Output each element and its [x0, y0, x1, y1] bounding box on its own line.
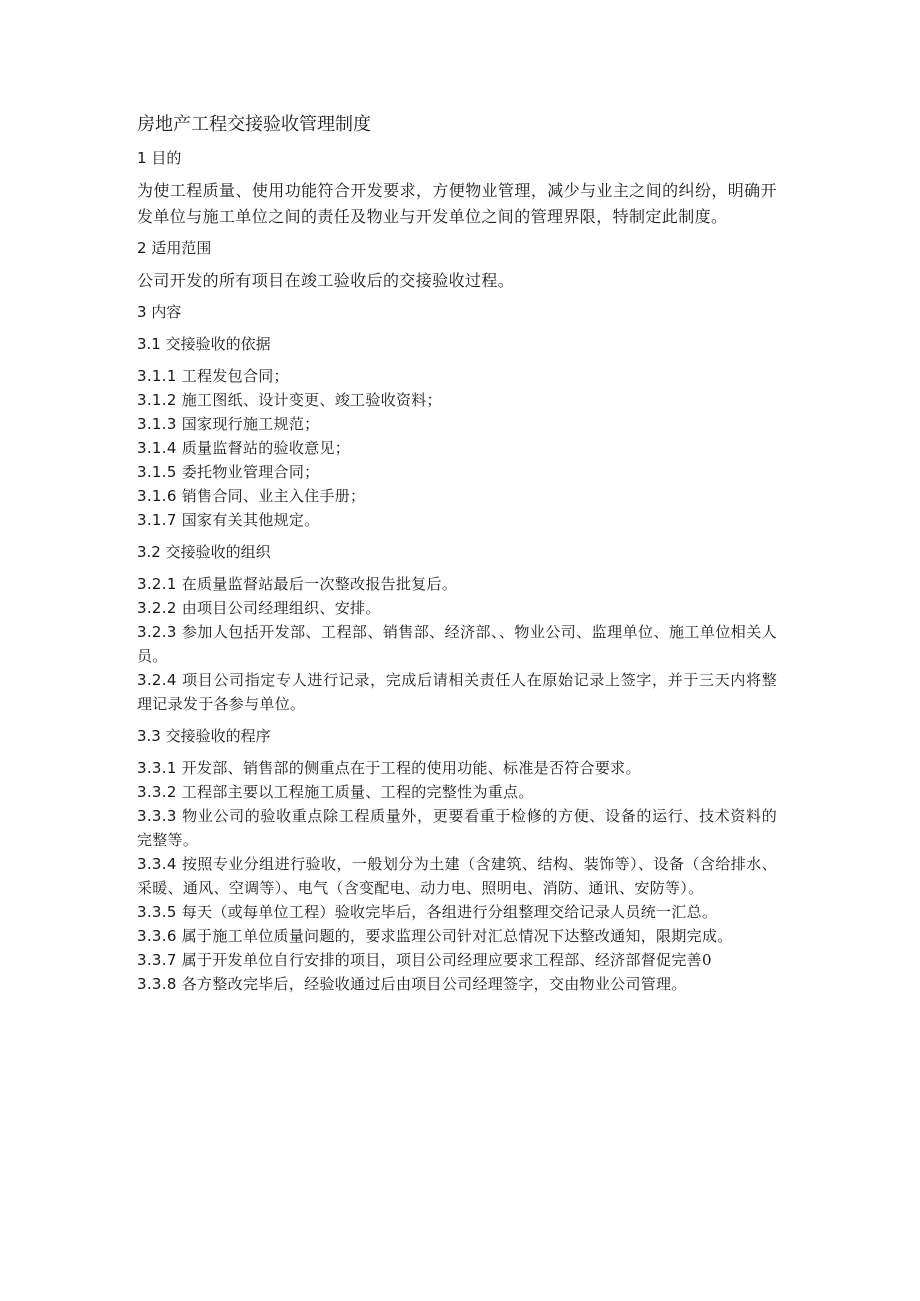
item-number: 3.2.1 [137, 575, 177, 593]
item-text: 销售合同、业主入住手册； [181, 487, 366, 505]
section-3-2-list [137, 572, 777, 716]
section-title: 内容 [151, 303, 182, 321]
section-3-1-heading [137, 332, 777, 356]
item-number: 3.1.7 [137, 511, 177, 529]
list-item [137, 412, 777, 436]
document-title: 房地产工程交接验收管理制度 [137, 114, 371, 135]
section-number: 3.3 [137, 727, 161, 745]
list-item [137, 900, 777, 924]
item-text: 按照专业分组进行验收，一般划分为土建（含建筑、结构、装饰等）、设备（含给排水、采暖、通风、空调等）、电气（含变配电、动力电、照明电、消防、通讯、安防等）。 [137, 855, 777, 897]
item-number: 3.3.7 [137, 951, 177, 969]
list-item [137, 668, 777, 716]
list-item [137, 756, 777, 780]
list-item [137, 484, 777, 508]
item-text: 每天（或每单位工程）验收完毕后，各组进行分组整理交给记录人员统一汇总。 [181, 903, 718, 921]
list-item [137, 508, 777, 532]
item-text: 国家有关其他规定。 [181, 511, 320, 529]
item-text: 参加人包括开发部、工程部、销售部、经济部、、物业公司、监理单位、施工单位相关人员。 [137, 623, 777, 665]
section-number: 1 [137, 149, 147, 167]
purpose-paragraph: 为使工程质量、使用功能符合开发要求，方便物业管理，减少与业主之间的纠纷，明确开发单位与施工单位之间的责任及物业与开发单位之间的管理界限，特制定此制度。 [137, 181, 777, 226]
item-number: 3.3.8 [137, 975, 177, 993]
list-item [137, 436, 777, 460]
item-number: 3.3.6 [137, 927, 177, 945]
list-item [137, 924, 777, 948]
item-number: 3.1.6 [137, 487, 177, 505]
item-number: 3.2.3 [137, 623, 177, 641]
section-number: 3.1 [137, 335, 161, 353]
section-1-heading [137, 146, 777, 170]
section-title: 交接验收的组织 [165, 543, 271, 561]
list-item [137, 388, 777, 412]
list-item [137, 804, 777, 852]
item-number: 3.3.4 [137, 855, 177, 873]
section-number: 2 [137, 239, 147, 257]
list-item [137, 972, 777, 996]
list-item [137, 364, 777, 388]
item-text: 各方整改完毕后，经验收通过后由项目公司经理签字，交由物业公司管理。 [181, 975, 687, 993]
section-3-2-heading [137, 540, 777, 564]
item-text: 项目公司指定专人进行记录，完成后请相关责任人在原始记录上签字，并于三天内将整理记录发于各参与单位。 [137, 671, 777, 713]
item-text: 质量监督站的验收意见； [181, 439, 351, 457]
item-text: 委托物业管理合同； [181, 463, 320, 481]
item-text: 施工图纸、设计变更、竣工验收资料； [181, 391, 442, 409]
section-3-1-list [137, 364, 777, 532]
item-text: 开发部、销售部的侧重点在于工程的使用功能、标准是否符合要求。 [181, 759, 641, 777]
item-text: 工程发包合同； [181, 367, 289, 385]
section-3-3-heading [137, 724, 777, 748]
section-title: 目的 [151, 149, 182, 167]
section-title: 交接验收的程序 [165, 727, 271, 745]
section-title: 适用范围 [151, 239, 212, 257]
item-number: 3.1.5 [137, 463, 177, 481]
list-item [137, 596, 777, 620]
item-number: 3.1.1 [137, 367, 177, 385]
list-item [137, 460, 777, 484]
section-number: 3.2 [137, 543, 161, 561]
item-number: 3.1.2 [137, 391, 177, 409]
item-number: 3.3.5 [137, 903, 177, 921]
item-text: 物业公司的验收重点除工程质量外，更要看重于检修的方便、设备的运行、技术资料的完整等。 [137, 807, 777, 849]
item-text: 属于施工单位质量问题的，要求监理公司针对汇总情况下达整改通知，限期完成。 [181, 927, 733, 945]
item-number: 3.2.2 [137, 599, 177, 617]
item-number: 3.3.3 [137, 807, 177, 825]
item-text: 在质量监督站最后一次整改报告批复后。 [181, 575, 458, 593]
item-number: 3.1.3 [137, 415, 177, 433]
section-2-heading [137, 236, 777, 260]
item-text: 工程部主要以工程施工质量、工程的完整性为重点。 [181, 783, 534, 801]
section-number: 3 [137, 303, 147, 321]
scope-paragraph: 公司开发的所有项目在竣工验收后的交接验收过程。 [137, 271, 515, 290]
section-title: 交接验收的依据 [165, 335, 271, 353]
list-item [137, 620, 777, 668]
list-item [137, 852, 777, 900]
item-number: 3.3.1 [137, 759, 177, 777]
item-text: 属于开发单位自行安排的项目，项目公司经理应要求工程部、经济部督促完善0 [181, 951, 712, 969]
document-page [137, 112, 777, 1004]
list-item [137, 948, 777, 972]
item-text: 国家现行施工规范； [181, 415, 320, 433]
item-number: 3.1.4 [137, 439, 177, 457]
item-number: 3.3.2 [137, 783, 177, 801]
list-item [137, 572, 777, 596]
list-item [137, 780, 777, 804]
section-3-heading [137, 300, 777, 324]
item-number: 3.2.4 [137, 671, 177, 689]
section-3-3-list [137, 756, 777, 996]
item-text: 由项目公司经理组织、安排。 [181, 599, 381, 617]
